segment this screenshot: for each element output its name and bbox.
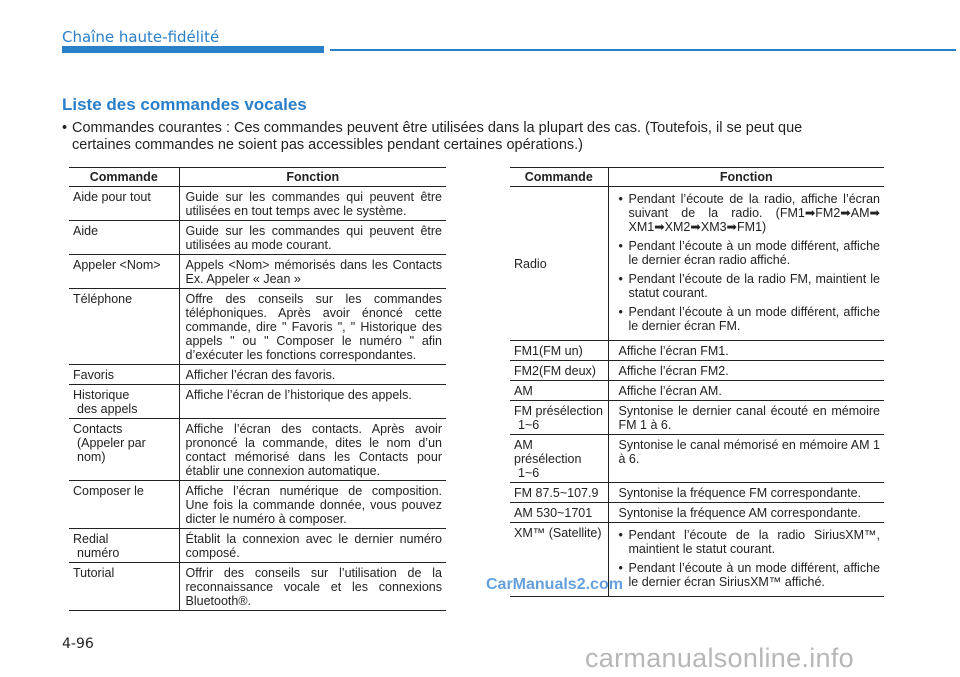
header-rule: [330, 49, 956, 51]
command-cell: [510, 341, 608, 361]
table-row: [69, 419, 446, 481]
function-cell: Offrir des conseils sur l’utilisation de la reconnaissance vocale et les connexions Bluetooth®.: [179, 563, 446, 611]
command-text: Redial: [73, 532, 109, 546]
page-number: 4-96: [62, 636, 94, 652]
table-row: [510, 187, 884, 341]
command-text: Téléphone: [73, 292, 133, 306]
command-cell: [69, 365, 179, 385]
command-cell: [510, 503, 608, 523]
section-title: Liste des commandes vocales: [62, 95, 307, 114]
intro-text: Commandes courantes : Ces commandes peuvent être utilisées dans la plupart des cas. (Toutefois, il se peut que: [72, 120, 803, 136]
command-cell: [69, 221, 179, 255]
header-command: Commande: [69, 168, 179, 187]
command-text: Historique: [73, 388, 130, 402]
command-cell: [510, 187, 608, 341]
function-cell: Affiche l’écran FM1.: [608, 341, 884, 361]
voice-commands-table-left: [69, 167, 446, 611]
command-text: FM 87.5~107.9: [514, 486, 599, 500]
header-function: Fonction: [608, 168, 884, 187]
table-row: [69, 187, 446, 221]
command-cell: [69, 187, 179, 221]
command-cell: [510, 401, 608, 435]
command-cell: [69, 529, 179, 563]
function-cell: [608, 187, 884, 341]
command-text: Contacts: [73, 422, 123, 436]
table-header-row: [510, 168, 884, 187]
table-row: [69, 481, 446, 529]
carmanuals-watermark: CarManuals2.com: [486, 576, 623, 593]
voice-commands-table-right: [510, 167, 884, 597]
header-accent-bar: [62, 46, 324, 53]
command-text: FM1(FM un): [514, 344, 583, 358]
command-text: FM2(FM deux): [514, 364, 596, 378]
command-text: FM présélection: [514, 404, 603, 418]
table-row: [69, 385, 446, 419]
command-text-line2: (Appeler par nom): [77, 436, 146, 464]
table-header-row: [69, 168, 446, 187]
function-cell: Guide sur les commandes qui peuvent être utilisées en tout temps avec le système.: [179, 187, 446, 221]
function-bullet: • Pendant l’écoute à un mode différent, affiche le dernier écran radio affiché.: [619, 239, 881, 267]
table-row: [510, 381, 884, 401]
function-cell: Établit la connexion avec le dernier numéro composé.: [179, 529, 446, 563]
command-text-line2: des appels: [77, 402, 138, 416]
function-cell: Appels <Nom> mémorisés dans les Contacts Ex. Appeler « Jean »: [179, 255, 446, 289]
table-row: [510, 503, 884, 523]
table-row: [69, 365, 446, 385]
table-row: [510, 401, 884, 435]
table-row: [69, 221, 446, 255]
command-text: Appeler <Nom>: [73, 258, 161, 272]
command-text-line2: 1~6: [518, 418, 540, 432]
command-cell: [69, 481, 179, 529]
command-cell: [69, 289, 179, 365]
command-cell: [69, 563, 179, 611]
function-cell: [608, 523, 884, 597]
command-text: Aide: [73, 224, 99, 238]
site-watermark: carmanualsonline.info: [585, 643, 854, 673]
table-row: [510, 361, 884, 381]
function-cell: Afficher l’écran des favoris.: [179, 365, 446, 385]
function-bullet: • Pendant l’écoute à un mode différent, affiche le dernier écran FM.: [619, 305, 881, 333]
command-text: Composer le: [73, 484, 144, 498]
command-text: AM: [514, 384, 533, 398]
command-text: AM présélection: [514, 438, 582, 466]
command-text: Favoris: [73, 368, 114, 382]
function-bullet: • Pendant l’écoute à un mode différent, affiche le dernier écran SiriusXM™ affiché.: [619, 561, 881, 589]
intro-paragraph: [62, 120, 902, 154]
command-cell: [69, 419, 179, 481]
function-cell: Affiche l’écran numérique de composition. Une fois la commande donnée, vous pouvez dicter le numéro à composer.: [179, 481, 446, 529]
header-command: Commande: [510, 168, 608, 187]
table-row: [510, 483, 884, 503]
bullet-icon: •: [62, 120, 68, 136]
header-function: Fonction: [179, 168, 446, 187]
table-row: [69, 529, 446, 563]
table-row: [510, 341, 884, 361]
function-cell: Syntonise le dernier canal écouté en mémoire FM 1 à 6.: [608, 401, 884, 435]
function-bullet: • Pendant l’écoute de la radio FM, maintient le statut courant.: [619, 272, 881, 300]
function-cell: Syntonise la fréquence FM correspondante.: [608, 483, 884, 503]
command-text: XM™ (Satellite): [514, 526, 602, 540]
function-bullet: • Pendant l’écoute de la radio, affiche l’écran suivant de la radio. (FM1➡FM2➡AM➡ XM1➡XM2➡XM3➡FM1): [619, 192, 881, 234]
command-cell: [510, 435, 608, 483]
function-bullet: • Pendant l’écoute de la radio SiriusXM™, maintient le statut courant.: [619, 528, 881, 556]
function-cell: Affiche l’écran de l’historique des appels.: [179, 385, 446, 419]
function-cell: Guide sur les commandes qui peuvent être utilisées au mode courant.: [179, 221, 446, 255]
command-cell: [69, 385, 179, 419]
table-row: [69, 563, 446, 611]
function-cell: Syntonise la fréquence AM correspondante.: [608, 503, 884, 523]
function-cell: Offre des conseils sur les commandes téléphoniques. Après avoir énoncé cette commande, dire " Favoris ", " Historique des appels " ou " Composer le numéro " afin d’exécuter les fonctions correspondantes.: [179, 289, 446, 365]
function-cell: Affiche l’écran des contacts. Après avoir prononcé la commande, dites le nom d’un contact mémorisé dans les Contacts pour établir une connexion automatique.: [179, 419, 446, 481]
command-cell: [510, 483, 608, 503]
command-text: Tutorial: [73, 566, 115, 580]
function-cell: Affiche l’écran FM2.: [608, 361, 884, 381]
command-text: AM 530~1701: [514, 506, 593, 520]
header-title: Chaîne haute-fidélité: [62, 28, 220, 46]
command-text: Aide pour tout: [73, 190, 151, 204]
table-row: [510, 435, 884, 483]
function-cell: Syntonise le canal mémorisé en mémoire AM 1 à 6.: [608, 435, 884, 483]
command-cell: [510, 381, 608, 401]
command-text: Radio: [514, 257, 547, 271]
function-cell: Affiche l’écran AM.: [608, 381, 884, 401]
intro-text-continued: certaines commandes ne soient pas accessibles pendant certaines opérations.): [72, 137, 584, 153]
command-cell: [510, 361, 608, 381]
table-row: [69, 289, 446, 365]
command-text-line2: numéro: [77, 546, 120, 560]
command-text-line2: 1~6: [518, 466, 540, 480]
command-cell: [69, 255, 179, 289]
table-row: [69, 255, 446, 289]
